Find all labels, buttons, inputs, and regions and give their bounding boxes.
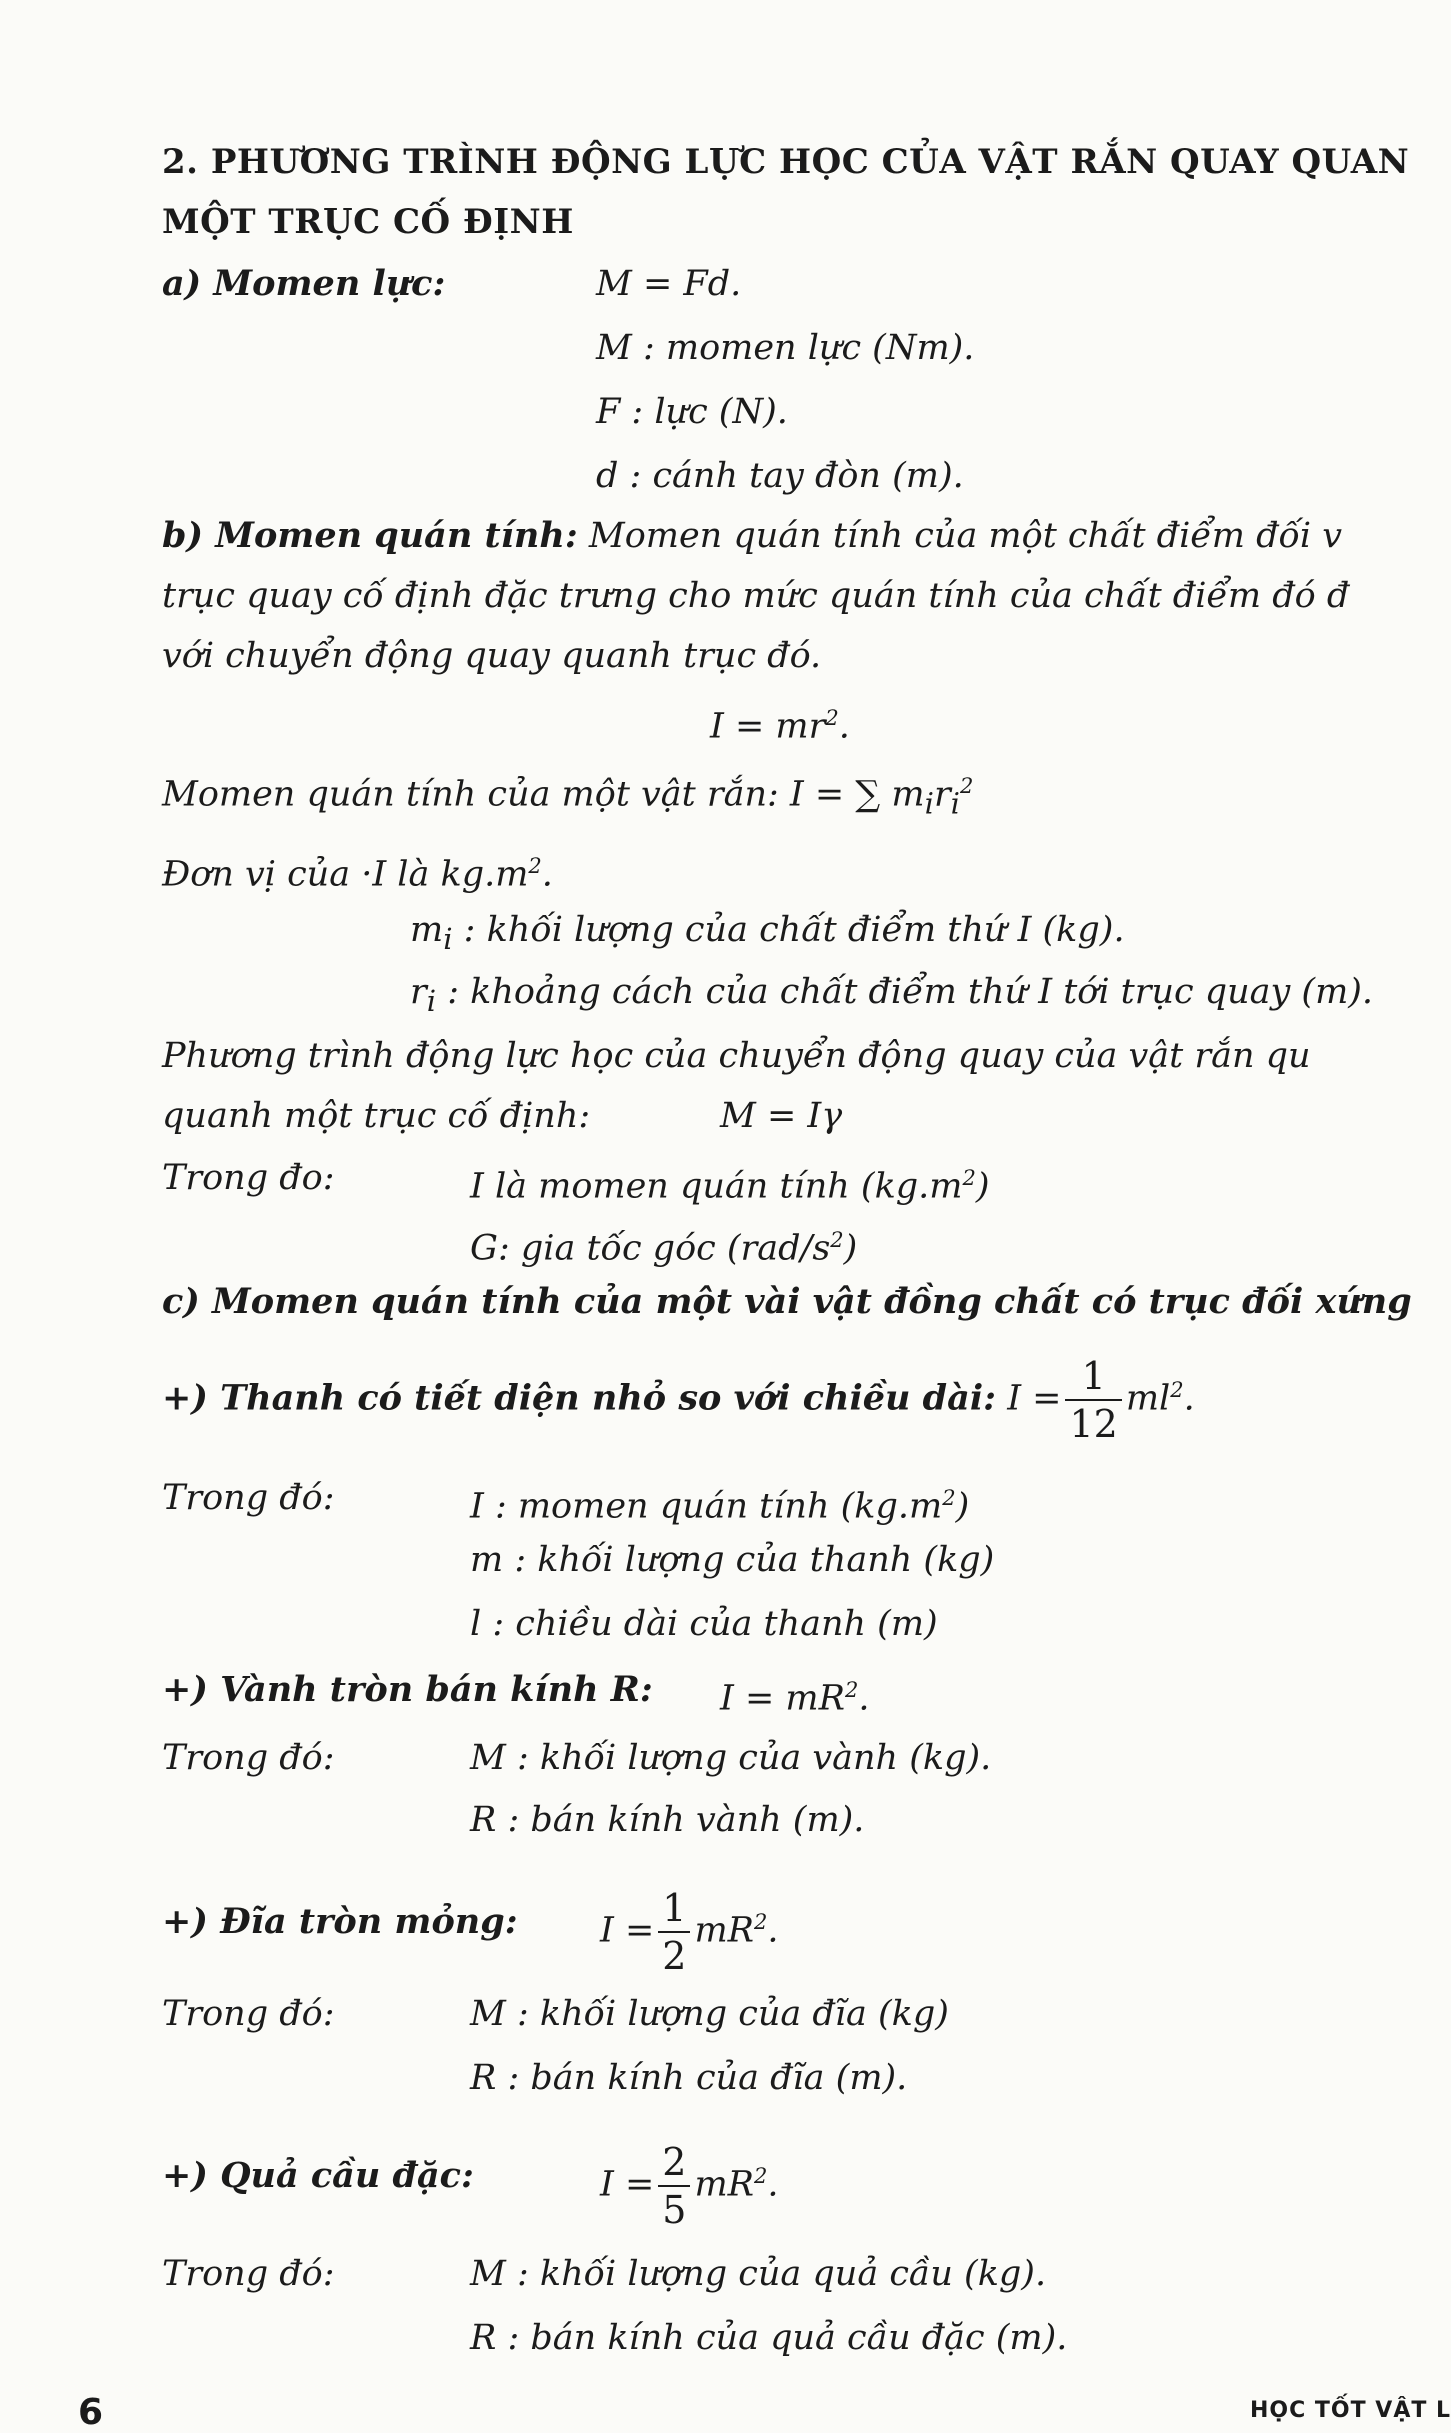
heading-b: b) Momen quán tính: Momen quán tính của một chất điểm đối v — [162, 515, 1343, 556]
sphere-fraction: $\frac{2}{5}$ — [658, 2143, 690, 2229]
sphere-formula: I = $\frac{2}{5}$ $mR^2$. — [600, 2140, 779, 2233]
ring-def-radius: R : bán kính vành (m). — [470, 1800, 865, 1840]
section-title-line1: 2. PHƯƠNG TRÌNH ĐỘNG LỰC HỌC CỦA VẬT RẮN QUAY QUAN — [162, 142, 1410, 182]
book-title-footer: HỌC TỐT VẬT L — [1250, 2398, 1451, 2423]
rod-where: Trong đó: — [162, 1478, 335, 1518]
rigid-body-inertia: Momen quán tính của một vật rắn: I = ∑ $m_ir_i^2$ — [162, 774, 974, 821]
page-number: 6 — [78, 2392, 104, 2433]
def-arm: d : cánh tay đòn (m). — [596, 456, 964, 496]
inertia-unit: Đơn vị của ·I là $kg.m^2$. — [162, 854, 553, 895]
sphere-def-mass: M : khối lượng của quả cầu (kg). — [470, 2254, 1047, 2294]
disk-label: +) Đĩa tròn mỏng: — [162, 1901, 518, 1942]
def-inertia: I là momen quán tính $(kg.m^2)$ — [470, 1166, 990, 1207]
disk-def-mass: M : khối lượng của đĩa (kg) — [470, 1994, 949, 2034]
heading-c: c) Momen quán tính của một vài vật đồng chất có trục đối xứng — [162, 1281, 1412, 1322]
heading-a: a) Momen lực: — [162, 263, 446, 304]
where-label-1: Trong đo: — [162, 1158, 335, 1198]
ring-where: Trong đó: — [162, 1738, 335, 1778]
def-angular-accel: G: gia tốc góc $(rad/s^2)$ — [470, 1228, 858, 1269]
dynamics-eq-line1: Phương trình động lực học của chuyển động quay của vật rắn qu — [162, 1036, 1311, 1076]
sphere-where: Trong đó: — [162, 2254, 335, 2294]
def-torque: M : momen lực (Nm). — [596, 328, 975, 368]
dynamics-eq-line2: quanh một trục cố định: — [162, 1096, 591, 1136]
ring-formula: $I = mR^2$. — [720, 1678, 870, 1719]
formula-torque: M = Fd. — [596, 264, 742, 304]
disk-where: Trong đó: — [162, 1994, 335, 2034]
b-text-line2: trục quay cố định đặc trưng cho mức quán tính của chất điểm đó đ — [162, 576, 1350, 616]
rod-def-inertia: I : momen quán tính $(kg.m^2)$ — [470, 1486, 970, 1527]
sphere-label: +) Quả cầu đặc: — [162, 2155, 474, 2196]
ring-label: +) Vành tròn bán kính R: — [162, 1669, 653, 1710]
def-mass-i: $m_i$ : khối lượng của chất điểm thứ I (kg). — [410, 910, 1125, 956]
disk-def-radius: R : bán kính của đĩa (m). — [470, 2058, 908, 2098]
ring-def-mass: M : khối lượng của vành (kg). — [470, 1738, 992, 1778]
def-distance-i: $r_i$ : khoảng cách của chất điểm thứ I tới trục quay (m). — [410, 972, 1374, 1018]
section-title-line2: MỘT TRỤC CỐ ĐỊNH — [162, 202, 574, 242]
def-force: F : lực (N). — [596, 392, 788, 432]
formula-point-inertia: $I = mr^2$. — [710, 706, 850, 747]
disk-fraction: $\frac{1}{2}$ — [658, 1889, 690, 1975]
sphere-def-radius: R : bán kính của quả cầu đặc (m). — [470, 2318, 1068, 2358]
rod-formula-row: +) Thanh có tiết diện nhỏ so với chiều dài: I = $\frac{1}{12}$ $ml^2$. — [162, 1354, 1195, 1447]
rod-def-mass: m : khối lượng của thanh (kg) — [470, 1540, 995, 1580]
rod-fraction: $\frac{1}{12}$ — [1065, 1357, 1121, 1443]
disk-formula: I = $\frac{1}{2}$ $mR^2$. — [600, 1886, 779, 1979]
b-text-line3: với chuyển động quay quanh trục đó. — [162, 636, 822, 676]
formula-dynamics: M = Iγ — [720, 1096, 843, 1136]
rod-def-length: l : chiều dài của thanh (m) — [470, 1604, 938, 1644]
